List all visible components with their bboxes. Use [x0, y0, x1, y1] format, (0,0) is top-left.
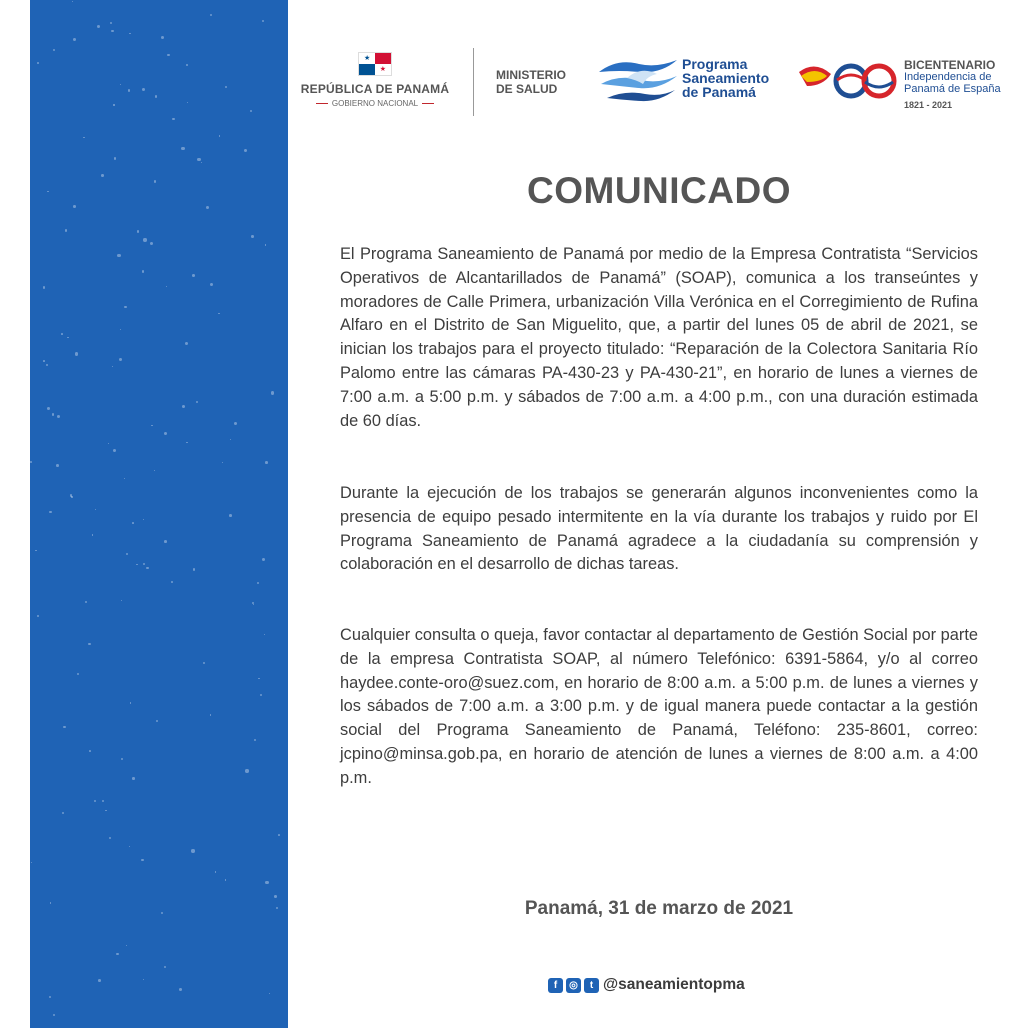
band-speck	[114, 157, 116, 159]
band-speck	[43, 360, 45, 362]
band-speck	[101, 174, 104, 177]
band-speck	[31, 862, 32, 863]
band-speck	[156, 720, 158, 722]
band-speck	[265, 244, 266, 245]
band-speck	[129, 33, 131, 35]
band-speck	[234, 422, 237, 425]
band-speck	[142, 270, 144, 272]
band-speck	[191, 849, 194, 852]
band-speck	[219, 135, 221, 137]
band-speck	[94, 800, 96, 802]
band-speck	[274, 895, 277, 898]
band-speck	[83, 137, 84, 138]
band-speck	[53, 1014, 55, 1016]
band-speck	[203, 662, 205, 664]
paragraph-contacto: Cualquier consulta o queja, favor contactar al departamento de Gestión Social por parte de la empresa Contratista SOAP, al número Telefónico: 6391-5864, y/o al correo haydee.conte-oro@suez.com, en horario de 8:00 a.m. a 5:00 p.m. de lunes a viernes y los sábados de 7:00 a.m. a 3:00 p.m. y de igual manera puede contactar a la gestión social del Programa Saneamiento de Panamá, Teléfono: 235-8601, correo: jcpino@minsa.gob.pa, en horario de atención de lunes a viernes de 8:00 a.m. a 4:00 p.m.	[340, 626, 978, 787]
bicentenario-logo-text	[904, 59, 1001, 111]
header-logos	[290, 40, 1030, 130]
band-speck	[257, 582, 259, 584]
band-speck	[102, 800, 104, 802]
bicentenario-line1: Independencia de	[904, 71, 992, 83]
band-speck	[141, 859, 143, 861]
ministerio-logo	[496, 68, 566, 96]
gobierno-subtitle: GOBIERNO NACIONAL	[331, 99, 419, 108]
band-speck	[206, 206, 209, 209]
header-divider	[473, 48, 474, 116]
bicentenario-line2: Panamá de España	[904, 83, 1001, 95]
ministerio-line2: DE SALUD	[496, 82, 558, 96]
band-speck	[43, 286, 45, 288]
bicentenario-ribbon-icon	[797, 56, 905, 106]
band-speck	[129, 846, 130, 847]
band-speck	[186, 442, 188, 444]
band-speck	[264, 634, 265, 635]
band-speck	[164, 540, 167, 543]
band-speck	[30, 461, 32, 463]
band-speck	[73, 205, 76, 208]
paragraph-intro: El Programa Saneamiento de Panamá por medio de la Empresa Contratista “Servicios Operativos de Alcantarillados de Panamá” (SOAP), comunica a los transeúntes y moradores de Calle Primera, urbanización Villa Verónica en el Corregimiento de Rufina Alfaro en el Distrito de San Miguelito, que, a partir del lunes 05 de abril de 2021, se inician los trabajos para el proyecto titulado: “Reparación de la Colectora Sanitaria Río Palomo entre las cámaras PA-430-23 y PA-430-21”, en horario de lunes a viernes de 7:00 a.m. a 5:00 p.m. y sábados de 7:00 a.m. a 4:00 p.m., con una duración estimada de 60 días.	[340, 245, 978, 430]
instagram-icon[interactable]: ◎	[566, 978, 581, 993]
band-speck	[72, 1, 73, 2]
band-speck	[124, 306, 127, 309]
band-speck	[113, 104, 114, 105]
date-line: Panamá, 31 de marzo de 2021	[524, 898, 794, 919]
band-speck	[73, 38, 76, 41]
band-speck	[67, 337, 68, 338]
band-speck	[166, 286, 167, 287]
band-speck	[75, 352, 78, 355]
band-speck	[97, 25, 100, 28]
band-speck	[63, 726, 65, 728]
band-speck	[143, 563, 145, 565]
band-speck	[210, 714, 211, 715]
band-speck	[132, 777, 135, 780]
programa-line3: de Panamá	[682, 84, 756, 100]
band-speck	[164, 966, 166, 968]
band-speck	[182, 405, 185, 408]
band-speck	[154, 470, 155, 471]
band-speck	[161, 912, 163, 914]
band-speck	[254, 739, 256, 741]
band-speck	[146, 567, 149, 570]
band-speck	[222, 462, 223, 463]
band-speck	[71, 496, 72, 497]
band-speck	[215, 871, 216, 872]
band-speck	[137, 230, 139, 232]
band-speck	[120, 84, 121, 85]
band-speck	[89, 750, 91, 752]
band-speck	[52, 413, 55, 416]
band-speck	[53, 49, 55, 51]
band-speck	[269, 993, 270, 994]
band-speck	[150, 242, 153, 245]
band-speck	[210, 283, 213, 286]
band-speck	[124, 478, 125, 479]
band-speck	[244, 149, 247, 152]
document-title: COMUNICADO	[527, 170, 791, 211]
band-speck	[276, 907, 278, 909]
band-speck	[143, 519, 145, 521]
band-speck	[258, 678, 259, 679]
band-speck	[161, 36, 164, 39]
band-speck	[201, 162, 203, 164]
blue-side-band	[30, 0, 288, 1028]
programa-line1: Programa	[682, 56, 748, 72]
band-speck	[117, 254, 120, 257]
band-speck	[225, 86, 228, 89]
band-speck	[109, 837, 111, 839]
band-speck	[172, 118, 174, 120]
band-speck	[181, 147, 184, 150]
band-speck	[142, 88, 145, 91]
band-speck	[230, 439, 231, 440]
programa-line2: Saneamiento	[682, 70, 770, 86]
band-speck	[271, 391, 274, 394]
band-speck	[85, 601, 87, 603]
social-handle[interactable]: @saneamientopma	[603, 976, 745, 993]
band-speck	[251, 235, 254, 238]
twitter-icon[interactable]: t	[584, 978, 599, 993]
band-speck	[245, 769, 248, 772]
band-speck	[70, 494, 72, 496]
band-speck	[218, 313, 220, 315]
band-speck	[121, 758, 124, 761]
band-speck	[278, 834, 280, 836]
band-speck	[37, 62, 39, 64]
band-speck	[197, 158, 200, 161]
band-speck	[167, 54, 170, 57]
band-speck	[116, 953, 119, 956]
band-speck	[110, 22, 112, 24]
band-speck	[111, 30, 114, 33]
facebook-icon[interactable]: f	[548, 978, 563, 993]
band-speck	[262, 558, 265, 561]
band-speck	[143, 979, 144, 980]
band-speck	[250, 110, 252, 112]
band-speck	[265, 881, 268, 884]
band-speck	[132, 522, 134, 524]
band-speck	[49, 996, 51, 998]
paragraph-inconvenientes: Durante la ejecución de los trabajos se generarán algunos inconvenientes como la presencia de equipo pesado intermitente en la vía durante los trabajos y ruido por El Programa Saneamiento de Panamá agradece a la ciudadanía su comprensión y colaboración en el desarrollo de dichas tareas.	[340, 484, 978, 574]
band-speck	[77, 673, 79, 675]
band-speck	[171, 581, 173, 583]
band-speck	[57, 415, 60, 418]
band-speck	[128, 89, 131, 92]
band-speck	[112, 366, 113, 367]
band-speck	[262, 20, 264, 22]
band-speck	[56, 464, 59, 467]
band-speck	[50, 902, 52, 904]
band-speck	[229, 514, 232, 517]
social-footer	[548, 974, 745, 996]
band-speck	[113, 449, 116, 452]
band-speck	[185, 342, 188, 345]
band-speck	[105, 810, 107, 812]
band-speck	[88, 643, 90, 645]
band-speck	[126, 553, 128, 555]
bicentenario-years: 1821 - 2021	[904, 100, 953, 110]
band-speck	[225, 879, 227, 881]
band-speck	[136, 564, 137, 565]
band-speck	[47, 191, 48, 192]
band-speck	[192, 274, 195, 277]
band-speck	[130, 702, 132, 704]
band-speck	[119, 358, 122, 361]
dolphin-wave-icon	[597, 54, 679, 102]
band-speck	[65, 229, 68, 232]
band-speck	[154, 180, 156, 182]
band-speck	[210, 14, 213, 17]
band-speck	[143, 238, 146, 241]
band-speck	[108, 443, 109, 444]
band-speck	[151, 425, 152, 426]
gobierno-title: REPÚBLICA DE PANAMÁ	[300, 82, 450, 96]
band-speck	[265, 461, 268, 464]
band-speck	[253, 604, 254, 605]
band-speck	[196, 401, 198, 403]
band-speck	[252, 602, 254, 604]
band-speck	[47, 407, 50, 410]
programa-logo-text	[682, 57, 769, 99]
band-speck	[61, 333, 63, 335]
band-speck	[46, 364, 48, 366]
band-speck	[179, 988, 182, 991]
band-speck	[120, 329, 122, 331]
band-speck	[35, 550, 36, 551]
panama-flag-icon: ★ ★	[358, 52, 392, 76]
band-speck	[98, 979, 101, 982]
band-speck	[49, 511, 52, 514]
band-speck	[193, 568, 196, 571]
band-speck	[92, 534, 94, 536]
band-speck	[155, 95, 158, 98]
band-speck	[187, 102, 188, 103]
band-speck	[37, 615, 39, 617]
gobierno-nacional-logo	[290, 52, 460, 108]
band-speck	[164, 432, 167, 435]
bicentenario-title: BICENTENARIO	[904, 58, 996, 72]
band-speck	[186, 64, 188, 66]
band-speck	[62, 812, 64, 814]
band-speck	[95, 509, 96, 510]
ministerio-line1: MINISTERIO	[496, 68, 567, 82]
band-speck	[121, 600, 122, 601]
band-speck	[126, 945, 127, 946]
band-speck	[260, 694, 262, 696]
